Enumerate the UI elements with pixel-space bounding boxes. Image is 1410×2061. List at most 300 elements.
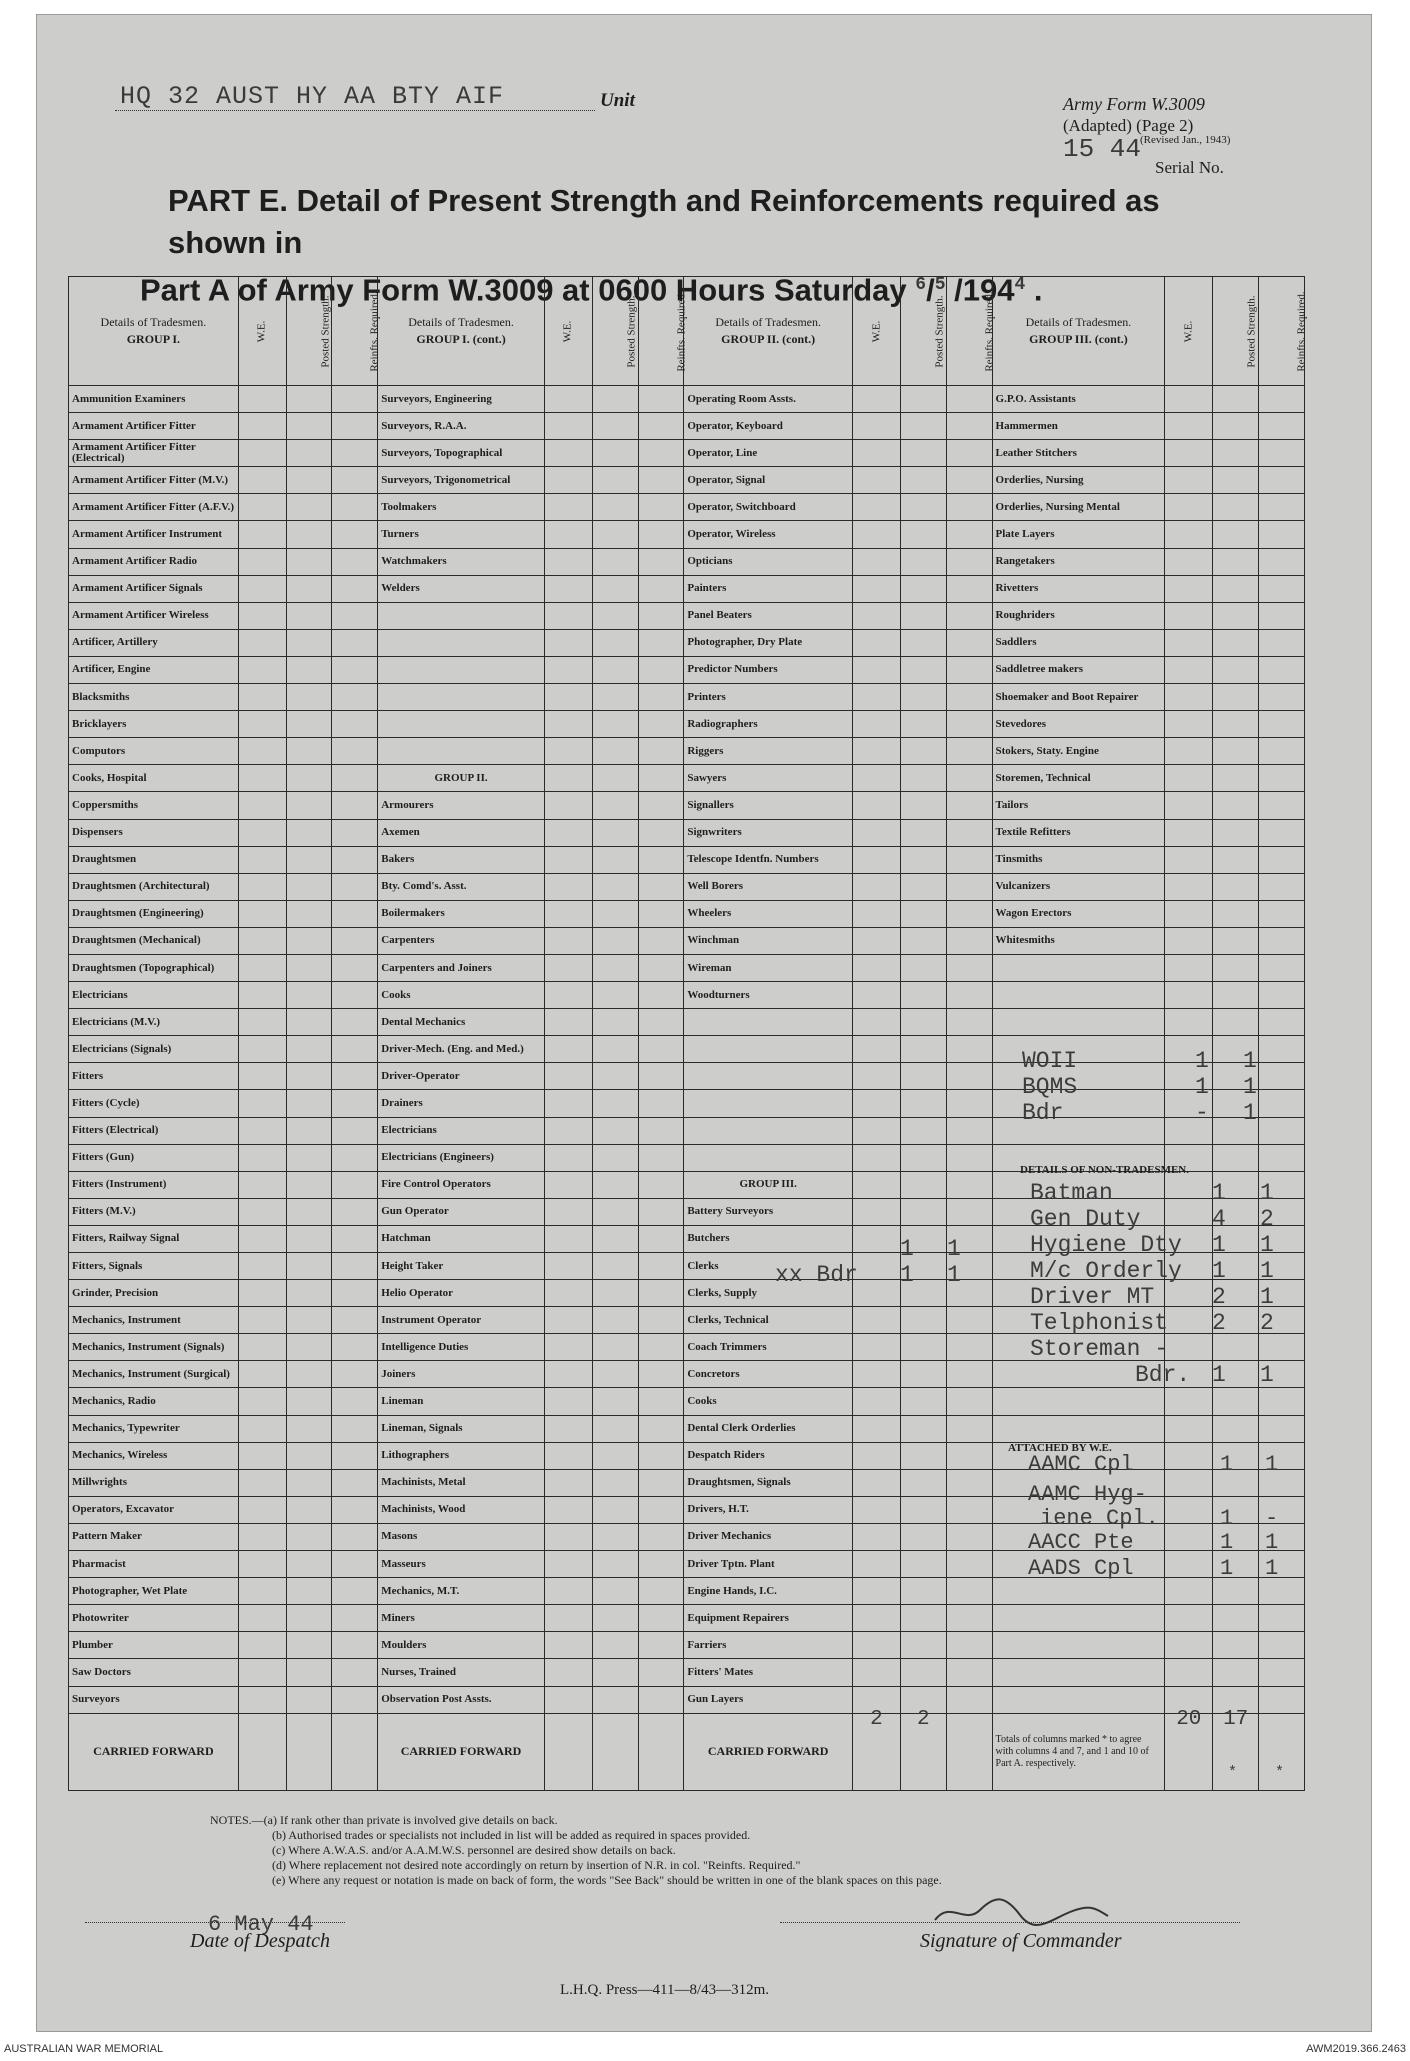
value-cell[interactable] bbox=[592, 629, 638, 656]
value-cell[interactable] bbox=[238, 1307, 286, 1334]
value-cell[interactable] bbox=[946, 1659, 992, 1686]
value-cell[interactable] bbox=[332, 1307, 378, 1334]
value-cell[interactable] bbox=[238, 1090, 286, 1117]
value-cell[interactable] bbox=[238, 819, 286, 846]
value-cell[interactable] bbox=[592, 440, 638, 467]
value-cell[interactable] bbox=[853, 1063, 901, 1090]
value-cell[interactable] bbox=[946, 467, 992, 494]
value-cell[interactable] bbox=[286, 494, 332, 521]
value-cell[interactable] bbox=[592, 1009, 638, 1036]
value-cell[interactable] bbox=[286, 1144, 332, 1171]
value-cell[interactable] bbox=[1165, 1415, 1213, 1442]
value-cell[interactable] bbox=[238, 656, 286, 683]
value-cell[interactable] bbox=[332, 765, 378, 792]
value-cell[interactable] bbox=[900, 386, 946, 413]
value-cell[interactable] bbox=[946, 711, 992, 738]
value-cell[interactable] bbox=[853, 494, 901, 521]
value-cell[interactable] bbox=[238, 1036, 286, 1063]
value-cell[interactable] bbox=[238, 982, 286, 1009]
value-cell[interactable] bbox=[638, 548, 684, 575]
value-cell[interactable] bbox=[332, 1551, 378, 1578]
value-cell[interactable] bbox=[592, 1063, 638, 1090]
value-cell[interactable] bbox=[238, 1009, 286, 1036]
value-cell[interactable] bbox=[544, 1361, 592, 1388]
value-cell[interactable] bbox=[638, 1523, 684, 1550]
total-value-cell[interactable]: 2 bbox=[900, 1713, 946, 1790]
value-cell[interactable] bbox=[1259, 792, 1305, 819]
value-cell[interactable] bbox=[1213, 738, 1259, 765]
value-cell[interactable] bbox=[332, 792, 378, 819]
value-cell[interactable] bbox=[946, 1361, 992, 1388]
value-cell[interactable] bbox=[638, 1551, 684, 1578]
value-cell[interactable] bbox=[592, 575, 638, 602]
value-cell[interactable] bbox=[238, 467, 286, 494]
value-cell[interactable] bbox=[638, 575, 684, 602]
value-cell[interactable] bbox=[1165, 982, 1213, 1009]
value-cell[interactable] bbox=[286, 629, 332, 656]
value-cell[interactable] bbox=[286, 1334, 332, 1361]
value-cell[interactable] bbox=[286, 1496, 332, 1523]
value-cell[interactable] bbox=[900, 494, 946, 521]
value-cell[interactable] bbox=[544, 1090, 592, 1117]
value-cell[interactable] bbox=[638, 1632, 684, 1659]
value-cell[interactable] bbox=[946, 386, 992, 413]
value-cell[interactable] bbox=[853, 1090, 901, 1117]
value-cell[interactable] bbox=[900, 738, 946, 765]
value-cell[interactable] bbox=[592, 1578, 638, 1605]
value-cell[interactable] bbox=[1165, 1469, 1213, 1496]
value-cell[interactable] bbox=[1165, 1442, 1213, 1469]
value-cell[interactable] bbox=[332, 1171, 378, 1198]
value-cell[interactable] bbox=[638, 1469, 684, 1496]
value-cell[interactable] bbox=[1165, 521, 1213, 548]
value-cell[interactable] bbox=[638, 982, 684, 1009]
value-cell[interactable] bbox=[853, 873, 901, 900]
value-cell[interactable] bbox=[332, 1388, 378, 1415]
value-cell[interactable] bbox=[946, 1388, 992, 1415]
value-cell[interactable] bbox=[544, 1009, 592, 1036]
value-cell[interactable] bbox=[286, 819, 332, 846]
value-cell[interactable] bbox=[238, 1523, 286, 1550]
value-cell[interactable] bbox=[238, 413, 286, 440]
value-cell[interactable] bbox=[946, 1523, 992, 1550]
value-cell[interactable] bbox=[1259, 1632, 1305, 1659]
value-cell[interactable] bbox=[638, 1659, 684, 1686]
value-cell[interactable] bbox=[238, 1686, 286, 1713]
value-cell[interactable] bbox=[332, 1415, 378, 1442]
value-cell[interactable] bbox=[1213, 711, 1259, 738]
value-cell[interactable] bbox=[544, 656, 592, 683]
value-cell[interactable] bbox=[332, 927, 378, 954]
value-cell[interactable] bbox=[238, 1361, 286, 1388]
value-cell[interactable] bbox=[238, 521, 286, 548]
value-cell[interactable] bbox=[544, 1198, 592, 1225]
value-cell[interactable] bbox=[1165, 1496, 1213, 1523]
value-cell[interactable] bbox=[238, 1415, 286, 1442]
value-cell[interactable] bbox=[1259, 982, 1305, 1009]
value-cell[interactable] bbox=[592, 765, 638, 792]
value-cell[interactable] bbox=[238, 1117, 286, 1144]
value-cell[interactable] bbox=[1213, 982, 1259, 1009]
value-cell[interactable] bbox=[900, 1659, 946, 1686]
value-cell[interactable] bbox=[1165, 1198, 1213, 1225]
value-cell[interactable] bbox=[286, 765, 332, 792]
value-cell[interactable] bbox=[1213, 846, 1259, 873]
value-cell[interactable] bbox=[1259, 467, 1305, 494]
value-cell[interactable] bbox=[900, 982, 946, 1009]
value-cell[interactable] bbox=[286, 1307, 332, 1334]
value-cell[interactable] bbox=[900, 1009, 946, 1036]
value-cell[interactable] bbox=[544, 738, 592, 765]
value-cell[interactable] bbox=[592, 1334, 638, 1361]
value-cell[interactable] bbox=[1259, 602, 1305, 629]
value-cell[interactable] bbox=[853, 1280, 901, 1307]
value-cell[interactable] bbox=[638, 1117, 684, 1144]
value-cell[interactable] bbox=[853, 1523, 901, 1550]
value-cell[interactable] bbox=[286, 1036, 332, 1063]
total-value-cell[interactable]: 17 bbox=[1213, 1713, 1259, 1790]
value-cell[interactable] bbox=[638, 1415, 684, 1442]
value-cell[interactable] bbox=[900, 1090, 946, 1117]
value-cell[interactable] bbox=[238, 711, 286, 738]
value-cell[interactable] bbox=[286, 711, 332, 738]
value-cell[interactable] bbox=[592, 982, 638, 1009]
value-cell[interactable] bbox=[238, 846, 286, 873]
value-cell[interactable] bbox=[544, 1280, 592, 1307]
value-cell[interactable] bbox=[1165, 1578, 1213, 1605]
value-cell[interactable] bbox=[592, 792, 638, 819]
value-cell[interactable] bbox=[853, 846, 901, 873]
total-value-cell[interactable] bbox=[946, 1713, 992, 1790]
value-cell[interactable] bbox=[332, 1442, 378, 1469]
value-cell[interactable] bbox=[544, 711, 592, 738]
value-cell[interactable] bbox=[332, 1659, 378, 1686]
value-cell[interactable] bbox=[1213, 954, 1259, 981]
value-cell[interactable] bbox=[638, 738, 684, 765]
value-cell[interactable] bbox=[946, 1117, 992, 1144]
value-cell[interactable] bbox=[1259, 819, 1305, 846]
value-cell[interactable] bbox=[900, 1388, 946, 1415]
value-cell[interactable] bbox=[544, 1469, 592, 1496]
value-cell[interactable] bbox=[238, 900, 286, 927]
value-cell[interactable] bbox=[853, 982, 901, 1009]
value-cell[interactable] bbox=[544, 1632, 592, 1659]
value-cell[interactable] bbox=[1259, 1036, 1305, 1063]
value-cell[interactable] bbox=[238, 1253, 286, 1280]
value-cell[interactable] bbox=[544, 1442, 592, 1469]
value-cell[interactable] bbox=[1259, 494, 1305, 521]
value-cell[interactable] bbox=[900, 1442, 946, 1469]
value-cell[interactable] bbox=[332, 1280, 378, 1307]
value-cell[interactable] bbox=[900, 1144, 946, 1171]
value-cell[interactable] bbox=[853, 440, 901, 467]
value-cell[interactable] bbox=[1165, 656, 1213, 683]
value-cell[interactable] bbox=[1259, 1144, 1305, 1171]
value-cell[interactable] bbox=[286, 982, 332, 1009]
value-cell[interactable] bbox=[238, 494, 286, 521]
value-cell[interactable] bbox=[946, 954, 992, 981]
value-cell[interactable] bbox=[1165, 1523, 1213, 1550]
value-cell[interactable] bbox=[1259, 765, 1305, 792]
value-cell[interactable] bbox=[544, 1496, 592, 1523]
value-cell[interactable] bbox=[544, 1144, 592, 1171]
value-cell[interactable] bbox=[1259, 927, 1305, 954]
value-cell[interactable] bbox=[286, 521, 332, 548]
value-cell[interactable] bbox=[332, 1117, 378, 1144]
value-cell[interactable] bbox=[900, 467, 946, 494]
value-cell[interactable] bbox=[946, 1632, 992, 1659]
value-cell[interactable] bbox=[638, 1361, 684, 1388]
value-cell[interactable] bbox=[238, 1496, 286, 1523]
value-cell[interactable] bbox=[853, 548, 901, 575]
value-cell[interactable] bbox=[544, 467, 592, 494]
value-cell[interactable] bbox=[853, 1496, 901, 1523]
value-cell[interactable] bbox=[544, 954, 592, 981]
value-cell[interactable] bbox=[286, 386, 332, 413]
value-cell[interactable] bbox=[1213, 386, 1259, 413]
value-cell[interactable] bbox=[332, 1198, 378, 1225]
value-cell[interactable] bbox=[638, 927, 684, 954]
value-cell[interactable] bbox=[853, 656, 901, 683]
value-cell[interactable] bbox=[332, 1469, 378, 1496]
value-cell[interactable] bbox=[900, 1632, 946, 1659]
value-cell[interactable] bbox=[286, 1686, 332, 1713]
value-cell[interactable] bbox=[638, 1063, 684, 1090]
value-cell[interactable] bbox=[638, 765, 684, 792]
value-cell[interactable] bbox=[900, 1605, 946, 1632]
value-cell[interactable] bbox=[332, 575, 378, 602]
value-cell[interactable] bbox=[286, 1198, 332, 1225]
value-cell[interactable] bbox=[286, 954, 332, 981]
value-cell[interactable] bbox=[946, 819, 992, 846]
value-cell[interactable] bbox=[286, 1469, 332, 1496]
value-cell[interactable] bbox=[900, 1307, 946, 1334]
value-cell[interactable] bbox=[853, 602, 901, 629]
value-cell[interactable] bbox=[1213, 819, 1259, 846]
value-cell[interactable] bbox=[592, 1036, 638, 1063]
value-cell[interactable] bbox=[638, 1144, 684, 1171]
value-cell[interactable] bbox=[853, 1659, 901, 1686]
value-cell[interactable] bbox=[638, 1036, 684, 1063]
value-cell[interactable] bbox=[946, 1009, 992, 1036]
value-cell[interactable] bbox=[238, 684, 286, 711]
value-cell[interactable] bbox=[592, 684, 638, 711]
value-cell[interactable] bbox=[638, 1253, 684, 1280]
value-cell[interactable] bbox=[900, 1551, 946, 1578]
value-cell[interactable] bbox=[544, 602, 592, 629]
total-value-cell[interactable] bbox=[592, 1713, 638, 1790]
value-cell[interactable] bbox=[638, 711, 684, 738]
value-cell[interactable] bbox=[946, 684, 992, 711]
value-cell[interactable] bbox=[592, 494, 638, 521]
value-cell[interactable] bbox=[638, 1605, 684, 1632]
value-cell[interactable] bbox=[853, 765, 901, 792]
value-cell[interactable] bbox=[592, 413, 638, 440]
value-cell[interactable] bbox=[1259, 1009, 1305, 1036]
value-cell[interactable] bbox=[946, 1198, 992, 1225]
value-cell[interactable] bbox=[544, 1307, 592, 1334]
value-cell[interactable] bbox=[900, 1415, 946, 1442]
value-cell[interactable] bbox=[946, 548, 992, 575]
value-cell[interactable] bbox=[286, 927, 332, 954]
value-cell[interactable] bbox=[1165, 575, 1213, 602]
value-cell[interactable] bbox=[1259, 873, 1305, 900]
value-cell[interactable] bbox=[900, 1036, 946, 1063]
value-cell[interactable] bbox=[900, 656, 946, 683]
value-cell[interactable] bbox=[638, 819, 684, 846]
value-cell[interactable] bbox=[900, 1063, 946, 1090]
value-cell[interactable] bbox=[946, 1334, 992, 1361]
value-cell[interactable] bbox=[592, 1659, 638, 1686]
value-cell[interactable] bbox=[946, 521, 992, 548]
value-cell[interactable] bbox=[946, 792, 992, 819]
value-cell[interactable] bbox=[638, 1442, 684, 1469]
value-cell[interactable] bbox=[332, 656, 378, 683]
value-cell[interactable] bbox=[900, 711, 946, 738]
value-cell[interactable] bbox=[592, 738, 638, 765]
value-cell[interactable] bbox=[946, 1551, 992, 1578]
value-cell[interactable] bbox=[1165, 629, 1213, 656]
value-cell[interactable] bbox=[592, 1198, 638, 1225]
value-cell[interactable] bbox=[332, 846, 378, 873]
value-cell[interactable] bbox=[544, 1171, 592, 1198]
value-cell[interactable] bbox=[900, 548, 946, 575]
value-cell[interactable] bbox=[946, 1063, 992, 1090]
value-cell[interactable] bbox=[238, 1551, 286, 1578]
value-cell[interactable] bbox=[638, 1171, 684, 1198]
value-cell[interactable] bbox=[1213, 792, 1259, 819]
value-cell[interactable] bbox=[332, 1632, 378, 1659]
value-cell[interactable] bbox=[638, 602, 684, 629]
value-cell[interactable] bbox=[638, 494, 684, 521]
value-cell[interactable] bbox=[900, 1578, 946, 1605]
value-cell[interactable] bbox=[544, 1523, 592, 1550]
value-cell[interactable] bbox=[1213, 413, 1259, 440]
value-cell[interactable] bbox=[544, 1551, 592, 1578]
value-cell[interactable] bbox=[946, 1442, 992, 1469]
value-cell[interactable] bbox=[900, 413, 946, 440]
value-cell[interactable] bbox=[1165, 1605, 1213, 1632]
value-cell[interactable] bbox=[900, 1523, 946, 1550]
value-cell[interactable] bbox=[638, 1578, 684, 1605]
value-cell[interactable] bbox=[332, 386, 378, 413]
value-cell[interactable] bbox=[286, 575, 332, 602]
value-cell[interactable] bbox=[592, 927, 638, 954]
value-cell[interactable] bbox=[592, 1469, 638, 1496]
value-cell[interactable] bbox=[1259, 738, 1305, 765]
value-cell[interactable] bbox=[332, 440, 378, 467]
value-cell[interactable] bbox=[900, 1334, 946, 1361]
value-cell[interactable] bbox=[544, 629, 592, 656]
value-cell[interactable] bbox=[853, 1415, 901, 1442]
value-cell[interactable] bbox=[1165, 1551, 1213, 1578]
value-cell[interactable] bbox=[592, 711, 638, 738]
value-cell[interactable] bbox=[900, 440, 946, 467]
value-cell[interactable] bbox=[946, 1307, 992, 1334]
value-cell[interactable] bbox=[1259, 1686, 1305, 1713]
value-cell[interactable] bbox=[853, 1442, 901, 1469]
value-cell[interactable] bbox=[238, 1063, 286, 1090]
value-cell[interactable] bbox=[544, 873, 592, 900]
value-cell[interactable] bbox=[592, 1388, 638, 1415]
value-cell[interactable] bbox=[946, 873, 992, 900]
value-cell[interactable] bbox=[638, 629, 684, 656]
value-cell[interactable] bbox=[592, 1686, 638, 1713]
value-cell[interactable] bbox=[900, 900, 946, 927]
value-cell[interactable] bbox=[1165, 1307, 1213, 1334]
value-cell[interactable] bbox=[332, 1036, 378, 1063]
value-cell[interactable] bbox=[900, 927, 946, 954]
value-cell[interactable] bbox=[1165, 1632, 1213, 1659]
value-cell[interactable] bbox=[1213, 765, 1259, 792]
value-cell[interactable] bbox=[1213, 602, 1259, 629]
value-cell[interactable] bbox=[1259, 440, 1305, 467]
value-cell[interactable] bbox=[544, 1063, 592, 1090]
value-cell[interactable] bbox=[638, 656, 684, 683]
value-cell[interactable] bbox=[592, 521, 638, 548]
value-cell[interactable] bbox=[238, 1659, 286, 1686]
value-cell[interactable] bbox=[238, 1334, 286, 1361]
value-cell[interactable] bbox=[853, 1144, 901, 1171]
value-cell[interactable] bbox=[946, 982, 992, 1009]
value-cell[interactable] bbox=[544, 846, 592, 873]
value-cell[interactable] bbox=[238, 1442, 286, 1469]
value-cell[interactable] bbox=[853, 792, 901, 819]
value-cell[interactable] bbox=[900, 521, 946, 548]
value-cell[interactable] bbox=[286, 656, 332, 683]
value-cell[interactable] bbox=[286, 1632, 332, 1659]
value-cell[interactable] bbox=[946, 1171, 992, 1198]
value-cell[interactable] bbox=[544, 1253, 592, 1280]
value-cell[interactable] bbox=[946, 413, 992, 440]
value-cell[interactable] bbox=[853, 1605, 901, 1632]
value-cell[interactable] bbox=[946, 1415, 992, 1442]
value-cell[interactable] bbox=[853, 1388, 901, 1415]
value-cell[interactable] bbox=[286, 1171, 332, 1198]
value-cell[interactable] bbox=[1213, 900, 1259, 927]
value-cell[interactable] bbox=[544, 1388, 592, 1415]
value-cell[interactable] bbox=[1259, 1659, 1305, 1686]
value-cell[interactable] bbox=[332, 819, 378, 846]
total-value-cell[interactable] bbox=[544, 1713, 592, 1790]
value-cell[interactable] bbox=[592, 1632, 638, 1659]
value-cell[interactable] bbox=[544, 548, 592, 575]
value-cell[interactable] bbox=[592, 1605, 638, 1632]
value-cell[interactable] bbox=[332, 467, 378, 494]
value-cell[interactable] bbox=[638, 1198, 684, 1225]
value-cell[interactable] bbox=[946, 575, 992, 602]
value-cell[interactable] bbox=[238, 954, 286, 981]
value-cell[interactable] bbox=[1213, 1578, 1259, 1605]
value-cell[interactable] bbox=[853, 467, 901, 494]
value-cell[interactable] bbox=[332, 711, 378, 738]
value-cell[interactable] bbox=[900, 954, 946, 981]
value-cell[interactable] bbox=[286, 1551, 332, 1578]
value-cell[interactable] bbox=[592, 819, 638, 846]
value-cell[interactable] bbox=[592, 548, 638, 575]
value-cell[interactable] bbox=[592, 1253, 638, 1280]
value-cell[interactable] bbox=[238, 1469, 286, 1496]
value-cell[interactable] bbox=[238, 1280, 286, 1307]
value-cell[interactable] bbox=[544, 927, 592, 954]
value-cell[interactable] bbox=[946, 1469, 992, 1496]
value-cell[interactable] bbox=[592, 1090, 638, 1117]
value-cell[interactable] bbox=[946, 656, 992, 683]
value-cell[interactable] bbox=[853, 1225, 901, 1252]
value-cell[interactable] bbox=[1259, 954, 1305, 981]
value-cell[interactable] bbox=[1165, 1388, 1213, 1415]
value-cell[interactable] bbox=[544, 575, 592, 602]
